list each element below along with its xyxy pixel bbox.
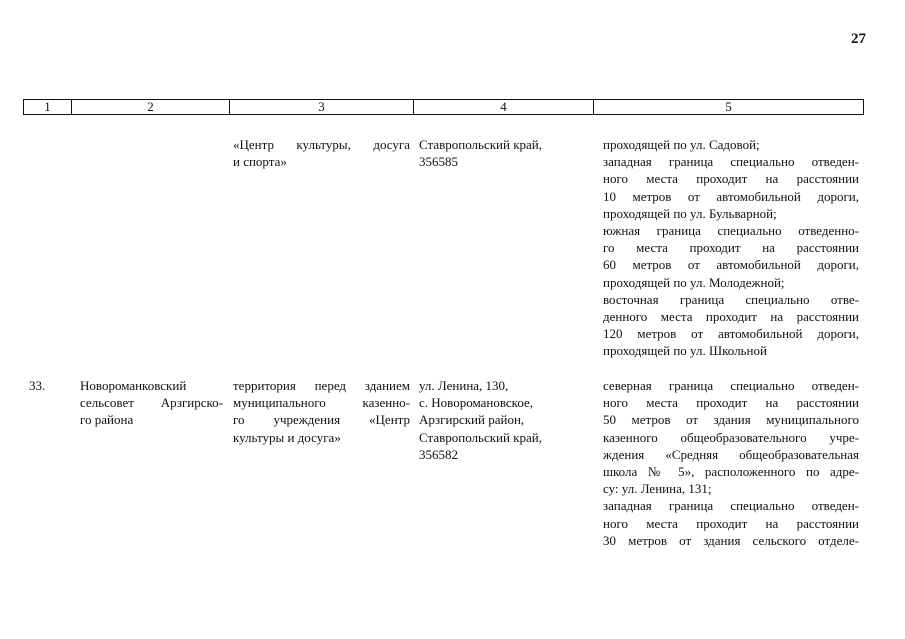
text-line: сельсовет Арзгирско- bbox=[80, 395, 223, 411]
text-line: ного места проходит на расстоянии bbox=[603, 395, 859, 411]
text-line: го района bbox=[80, 412, 134, 428]
row-number: 33. bbox=[29, 378, 46, 393]
text-line: западная граница специально отведен- bbox=[603, 154, 859, 170]
text-line: ждения «Средняя общеобразовательная bbox=[603, 446, 859, 462]
text-line: ного места проходит на расстоянии bbox=[603, 171, 859, 187]
text-line: муниципального казенно- bbox=[233, 395, 410, 411]
continued-row-boundaries bbox=[603, 136, 859, 360]
row-33-boundaries bbox=[603, 377, 859, 549]
text-line: го места проходит на расстоянии bbox=[603, 240, 859, 256]
continued-row-address bbox=[419, 136, 589, 170]
continued-row-venue bbox=[233, 136, 410, 170]
text-line: 120 метров от автомобильной дороги, bbox=[603, 326, 859, 342]
row-33-address bbox=[419, 377, 589, 463]
text-line: су: ул. Ленина, 131; bbox=[603, 481, 712, 497]
text-line: школа № 5», расположенного по адре- bbox=[603, 464, 859, 480]
column-header-1: 1 bbox=[24, 100, 72, 114]
text-line: территория перед зданием bbox=[233, 378, 410, 393]
text-line: и спорта» bbox=[233, 154, 287, 170]
text-line: проходящей по ул. Бульварной; bbox=[603, 205, 777, 221]
text-line: Новороманковский bbox=[80, 378, 187, 393]
column-header-3: 3 bbox=[230, 100, 414, 114]
row-33-municipality bbox=[80, 377, 223, 429]
text-line: Арзгирский район, bbox=[419, 412, 525, 428]
text-line: денного места проходит на расстоянии bbox=[603, 309, 859, 325]
text-line: проходящей по ул. Школьной bbox=[603, 343, 767, 359]
column-header-2: 2 bbox=[72, 100, 230, 114]
text-line: 30 метров от здания сельского отделе- bbox=[603, 532, 859, 548]
page-number: 27 bbox=[851, 31, 866, 47]
text-line: казенного общеобразовательного учре- bbox=[603, 429, 859, 445]
text-line: культуры и досуга» bbox=[233, 429, 341, 445]
text-line: 356582 bbox=[419, 446, 458, 462]
text-line: 50 метров от здания муниципального bbox=[603, 412, 859, 428]
text-line: с. Новоромановское, bbox=[419, 395, 533, 411]
text-line: ул. Ленина, 130, bbox=[419, 378, 509, 393]
text-line: северная граница специально отведен- bbox=[603, 378, 859, 393]
text-line: «Центр культуры, досуга bbox=[233, 137, 410, 152]
text-line: 60 метров от автомобильной дороги, bbox=[603, 257, 859, 273]
text-line: 356585 bbox=[419, 154, 458, 170]
column-number-header bbox=[23, 99, 864, 115]
text-line: Ставропольский край, bbox=[419, 429, 542, 445]
text-line: восточная граница специально отве- bbox=[603, 291, 859, 307]
text-line: го учреждения «Центр bbox=[233, 412, 410, 428]
column-header-5: 5 bbox=[725, 99, 732, 114]
text-line: западная граница специально отведен- bbox=[603, 498, 859, 514]
text-line: 10 метров от автомобильной дороги, bbox=[603, 188, 859, 204]
column-header-4: 4 bbox=[414, 100, 594, 114]
text-line: южная граница специально отведенно- bbox=[603, 223, 859, 239]
text-line: Ставропольский край, bbox=[419, 137, 542, 152]
row-33-territory bbox=[233, 377, 410, 446]
text-line: ного места проходит на расстоянии bbox=[603, 515, 859, 531]
text-line: проходящей по ул. Садовой; bbox=[603, 137, 760, 152]
text-line: проходящей по ул. Молодежной; bbox=[603, 274, 785, 290]
